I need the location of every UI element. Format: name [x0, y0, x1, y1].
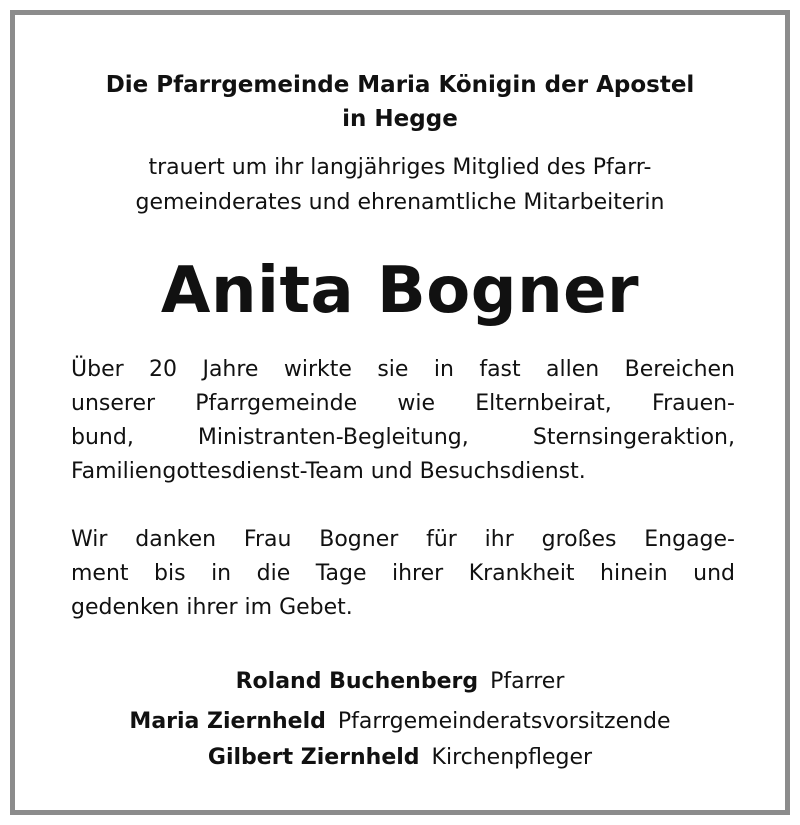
signatory-role: Pfarrgemeinderatsvorsitzende	[337, 709, 671, 734]
parish-name: Die Pfarrgemeinde Maria Königin der Apostel	[105, 72, 695, 98]
thanks-paragraph	[71, 523, 735, 625]
tribute-paragraph	[71, 353, 735, 489]
intro-line-1: trauert um ihr langjähriges Mitglied des Pfarr-	[148, 155, 652, 180]
obituary-notice	[10, 10, 790, 815]
signatory-role: Kirchenpfleger	[431, 745, 593, 770]
tribute-line: unserer Pfarrgemeinde wie Elternbeirat, Frauen-	[71, 391, 735, 416]
thanks-line: ment bis in die Tage ihrer Krankheit hinein und	[71, 561, 735, 586]
thanks-line: Wir danken Frau Bogner für ihr großes Engage-	[71, 527, 735, 552]
signature-council-chair	[15, 705, 785, 739]
signature-pastor	[15, 665, 785, 699]
intro-line-2: gemeinderates und ehrenamtliche Mitarbeiterin	[135, 190, 665, 215]
tribute-line: Familiengottesdienst-Team und Besuchsdienst.	[71, 459, 586, 484]
tribute-line: Über 20 Jahre wirkte sie in fast allen Bereichen	[71, 357, 735, 382]
parish-location: in Hegge	[342, 106, 458, 132]
signatory-name: Roland Buchenberg	[235, 669, 479, 694]
deceased-name: Anita Bogner	[160, 254, 640, 328]
thanks-line: gedenken ihrer im Gebet.	[71, 595, 353, 620]
signature-church-warden	[15, 741, 785, 775]
signatory-name: Maria Ziernheld	[129, 709, 326, 734]
signatory-name: Gilbert Ziernheld	[207, 745, 420, 770]
signatory-role: Pfarrer	[490, 669, 565, 694]
tribute-line: bund, Ministranten-Begleitung, Sternsingeraktion,	[71, 425, 735, 450]
